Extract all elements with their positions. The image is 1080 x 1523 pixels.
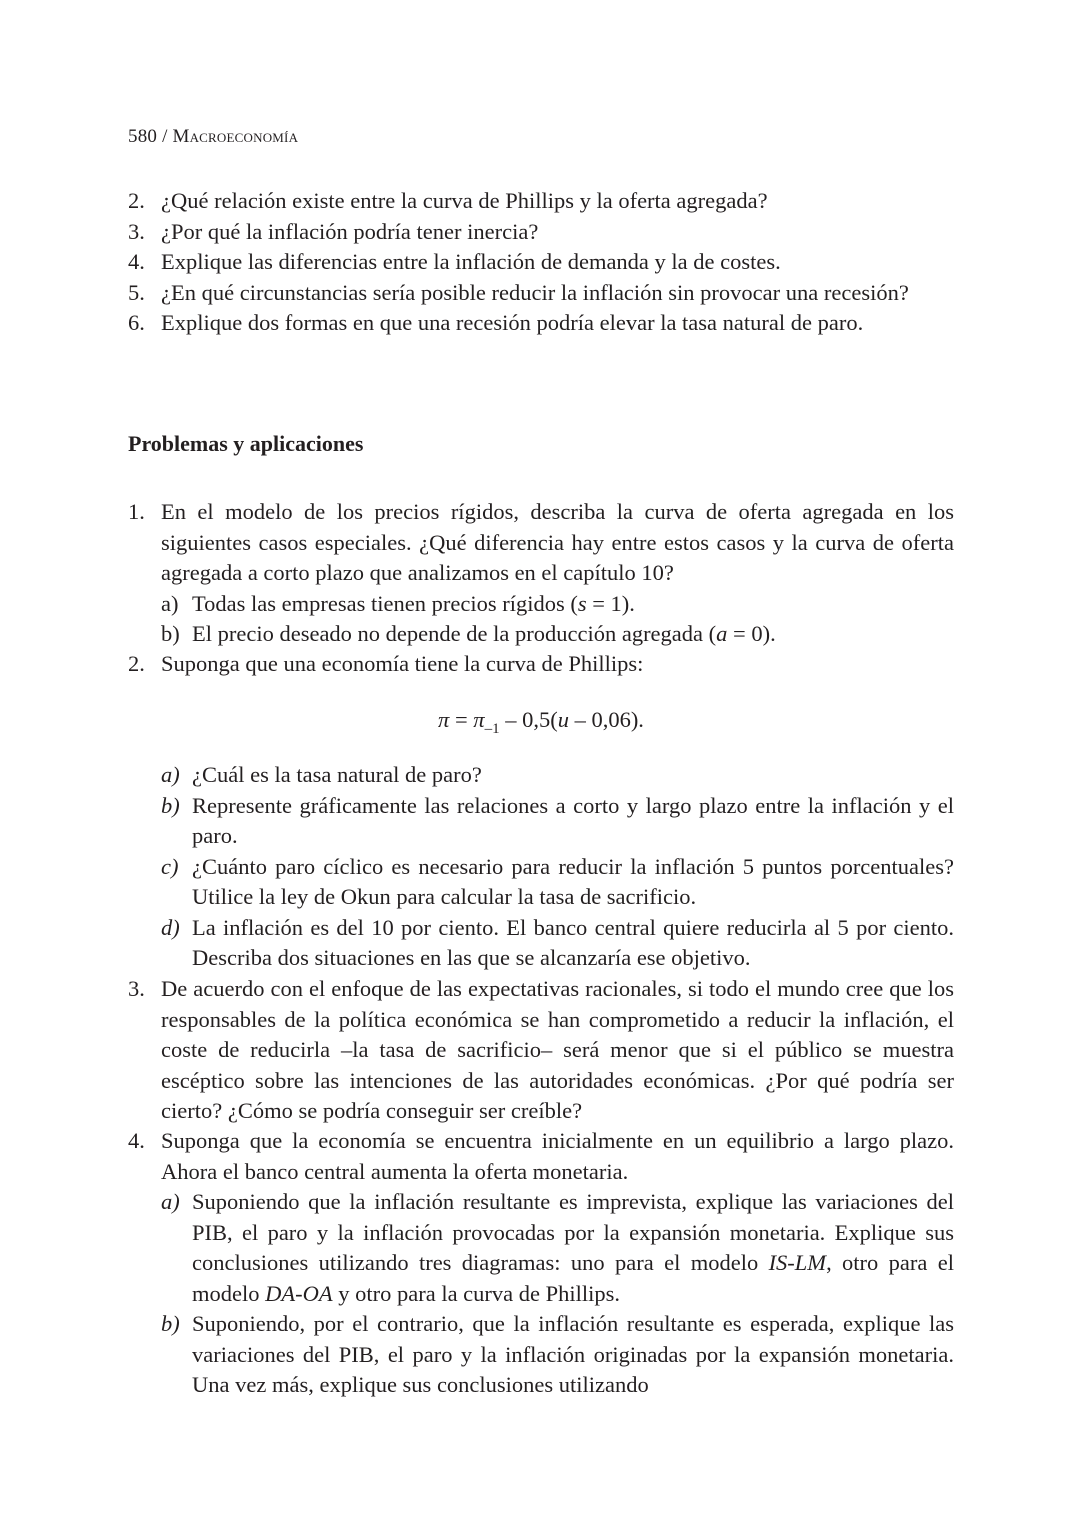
item-text: Suponga que una economía tiene la curva de Phillips:	[161, 651, 644, 676]
item-number: 6.	[128, 310, 145, 335]
formula-pi-lagged: π	[473, 707, 485, 732]
problem-item	[128, 1126, 954, 1187]
formula-pi: π	[438, 707, 450, 732]
sub-item-label: b)	[161, 792, 180, 818]
problem-4	[128, 1126, 954, 1401]
formula-coefficient: – 0,5(	[499, 707, 558, 732]
sub-item-label: c)	[161, 853, 179, 879]
model-name-da-oa: DA-OA	[265, 1280, 333, 1306]
math-variable: s	[577, 590, 587, 616]
item-text: ¿En qué circunstancias sería posible reducir la inflación sin provocar una recesión?	[161, 279, 909, 305]
sub-item-label: a)	[161, 590, 179, 616]
review-question	[128, 278, 954, 309]
sub-item-text: = 1).	[586, 590, 635, 616]
item-number: 5.	[128, 279, 145, 305]
sub-item-text: Suponiendo, por el contrario, que la inflación resultante es esperada, explique las variaciones del PIB, el paro y la inflación originadas por la expansión monetaria. Una vez más, explique sus conclusiones utilizando	[192, 1311, 954, 1397]
item-number: 3.	[128, 976, 145, 1001]
item-number: 3.	[128, 218, 145, 244]
sub-item-c	[128, 852, 954, 913]
problem-3	[128, 974, 954, 1127]
problem-item	[128, 649, 954, 680]
formula-tail: – 0,06).	[568, 707, 644, 732]
sub-item-label: b)	[161, 621, 180, 646]
item-text: ¿Por qué la inflación podría tener inercia?	[161, 218, 539, 244]
section-heading: Problemas y aplicaciones	[128, 431, 364, 456]
math-variable: a	[716, 621, 728, 646]
item-number: 1.	[128, 499, 145, 524]
sub-item-label: a)	[161, 762, 180, 787]
formula-subscript: –1	[484, 721, 500, 737]
problem-item	[128, 497, 954, 589]
sub-item-a	[128, 760, 954, 791]
model-name-is-lm: IS-LM	[768, 1250, 827, 1275]
item-text: De acuerdo con el enfoque de las expectativas racionales, si todo el mundo cree que los responsables de la política económica se han comprometido a reducir la inflación, el coste de reducirla –la tasa de sacrificio– será menor que si el público se muestra escéptico sobre las intenciones de las autoridades económicas. ¿Por qué podría ser cierto? ¿Cómo se podría conseguir ser creíble?	[161, 976, 954, 1123]
review-question	[128, 308, 954, 339]
sub-item-text: = 0).	[727, 621, 776, 646]
sub-item-text: ¿Cuánto paro cíclico es necesario para reducir la inflación 5 puntos porcentuales? Utilice la ley de Okun para calcular la tasa de sacrificio.	[192, 853, 954, 909]
review-question	[128, 247, 954, 278]
phillips-curve-formula	[128, 705, 954, 744]
sub-item-text: ¿Cuál es la tasa natural de paro?	[192, 762, 482, 787]
problem-1	[128, 497, 954, 650]
review-question	[128, 186, 954, 217]
item-number: 2.	[128, 188, 145, 213]
sub-item-text: El precio deseado no depende de la producción agregada (	[192, 621, 717, 646]
problem-2-parts	[128, 760, 954, 974]
formula-u: u	[557, 707, 569, 732]
review-questions-list	[128, 186, 954, 339]
sub-item-a	[128, 1187, 954, 1309]
sub-item-a	[128, 589, 954, 620]
sub-item-text: , otro para el modelo	[192, 1250, 954, 1306]
item-number: 4.	[128, 249, 145, 274]
sub-item-label: a)	[161, 1189, 180, 1214]
item-text: En el modelo de los precios rígidos, describa la curva de oferta agregada en los siguientes casos especiales. ¿Qué diferencia hay entre estos casos y la curva de oferta agregada a corto plazo que analizamos en el capítulo 10?	[161, 499, 954, 585]
formula-equals: =	[449, 707, 474, 732]
sub-item-text: La inflación es del 10 por ciento. El banco central quiere reducirla al 5 por ciento. Describa dos situaciones en las que se alcanzaría ese objetivo.	[192, 914, 954, 970]
sub-item-d	[128, 913, 954, 974]
page-number: 580	[128, 126, 158, 147]
sub-item-b	[128, 619, 954, 650]
item-number: 4.	[128, 1128, 145, 1153]
running-head-separator: /	[162, 126, 168, 147]
sub-item-label: b)	[161, 1311, 180, 1336]
problem-item	[128, 974, 954, 1127]
item-text: Explique las diferencias entre la inflación de demanda y la de costes.	[161, 249, 781, 274]
item-text: Explique dos formas en que una recesión podría elevar la tasa natural de paro.	[161, 310, 864, 335]
item-text: Suponga que la economía se encuentra inicialmente en un equilibrio a largo plazo. Ahora el banco central aumenta la oferta monetaria.	[161, 1128, 954, 1184]
item-number: 2.	[128, 651, 145, 676]
sub-item-text: Represente gráficamente las relaciones a corto y largo plazo entre la inflación y el paro.	[192, 792, 954, 848]
problem-2-intro	[128, 649, 954, 680]
running-head	[128, 126, 298, 148]
sub-item-label: d)	[161, 914, 180, 940]
book-title: Macroeconomía	[172, 126, 299, 147]
sub-item-b	[128, 791, 954, 852]
sub-item-b	[128, 1309, 954, 1401]
sub-item-text: y otro para la curva de Phillips.	[332, 1280, 621, 1306]
sub-item-text: Todas las empresas tienen precios rígidos (	[192, 590, 578, 616]
sub-item-text: Suponiendo que la inflación resultante es imprevista, explique las variaciones del PIB, el paro y la inflación provocadas por la expansión monetaria. Explique sus conclusiones utilizando tres diagramas: uno para el modelo	[192, 1189, 954, 1275]
item-text: ¿Qué relación existe entre la curva de Phillips y la oferta agregada?	[161, 188, 768, 213]
review-question	[128, 217, 954, 248]
